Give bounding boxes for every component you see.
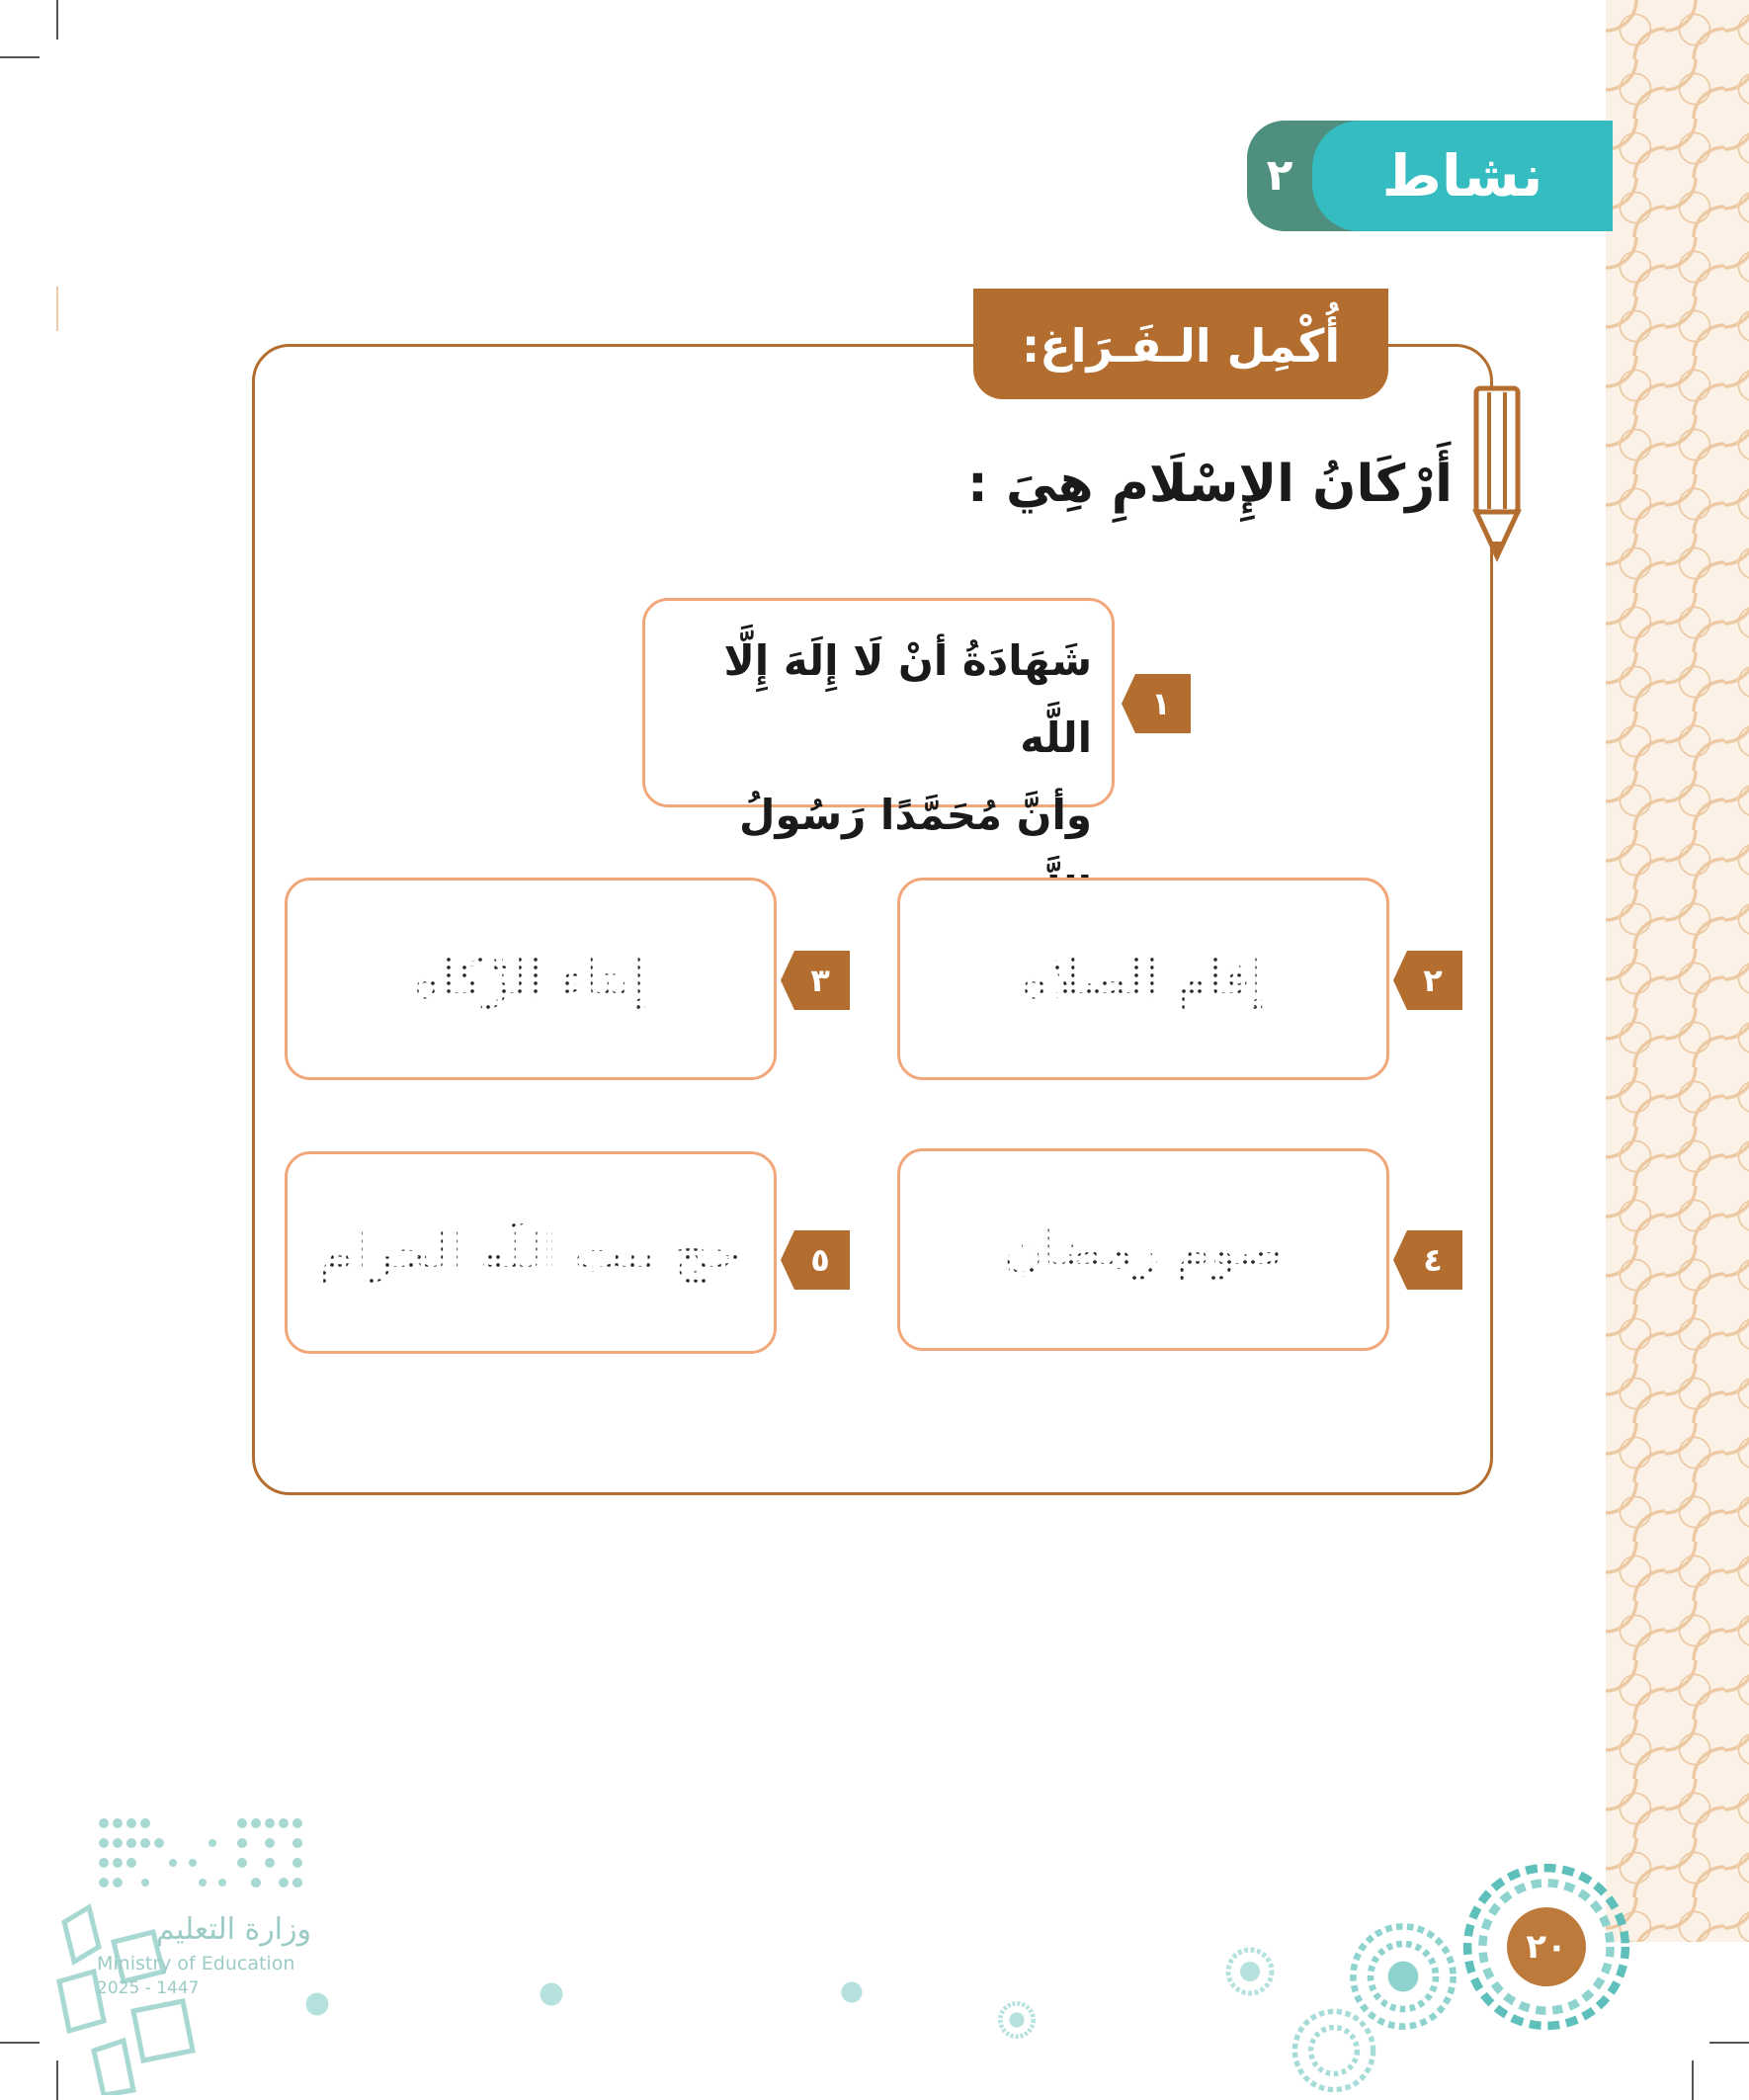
ministry-name-english: Ministry of Education [97, 1953, 295, 1974]
page-number: ٢٠ [1507, 1907, 1586, 1986]
activity-label: نشاط [1381, 142, 1543, 210]
pillar-marker-3 [781, 951, 850, 1010]
pillar-2-traced-text [897, 878, 1389, 1080]
pillar-5-text: حج بيت اللّه الحرام [319, 1221, 742, 1284]
pillar-5-traced-text [285, 1151, 777, 1354]
pillar-number-2: ٢ [1423, 962, 1443, 999]
rosette-icon [1290, 2006, 1378, 2095]
pillar-1-line-2: وأنَّ مُحَمَّدًا رَسُولُ [739, 791, 1092, 839]
crop-mark [56, 0, 58, 40]
pillar-marker-1 [1122, 674, 1191, 733]
pillar-1-text [657, 623, 1092, 839]
pillar-number-3: ٣ [810, 962, 830, 999]
pillar-3-traced-text [285, 878, 777, 1080]
pillar-4-traced-text [897, 1148, 1389, 1351]
pillar-3-text: إيتاء الزّكاة [413, 948, 648, 1010]
decorative-pattern-strip [1606, 0, 1749, 1942]
pillar-number-4: ٤ [1423, 1241, 1443, 1279]
ministry-name-arabic: وزارة التعليم [155, 1912, 311, 1947]
activity-number: ٢ [1266, 150, 1293, 201]
question-title: أَرْكَانُ الإِسْلَامِ هِيَ : [967, 455, 1453, 514]
rosette-icon [840, 1980, 864, 2004]
ministry-year: 2025 - 1447 [97, 1978, 200, 1998]
crop-mark [1709, 2042, 1749, 2044]
pillar-1-line-1: شَهَادَةُ أنْ لَا إِلَهَ إِلَّا اللَّه [723, 636, 1092, 762]
rosette-icon [1225, 1947, 1275, 1996]
rosette-icon [539, 1981, 564, 2007]
pillar-2-text: إقام الصلاة [1021, 948, 1266, 1010]
crop-mark [1692, 2060, 1694, 2100]
crop-mark [0, 56, 40, 58]
crop-mark [0, 2042, 40, 2044]
pillar-number-1: ١ [1151, 685, 1171, 722]
ministry-logo-dots-icon [94, 1813, 316, 1897]
pillar-marker-2 [1393, 951, 1462, 1010]
pillar-number-5: ٥ [810, 1241, 830, 1279]
pillar-4-text: صوم رمضان [1003, 1218, 1284, 1281]
instruction-text: أُكْمِل الـفَـرَاغ: [1021, 319, 1341, 373]
pillar-marker-4 [1393, 1230, 1462, 1290]
pillar-marker-5 [781, 1230, 850, 1290]
pencil-icon [1472, 380, 1522, 563]
rosette-icon [998, 2001, 1036, 2039]
crop-mark [56, 287, 58, 331]
